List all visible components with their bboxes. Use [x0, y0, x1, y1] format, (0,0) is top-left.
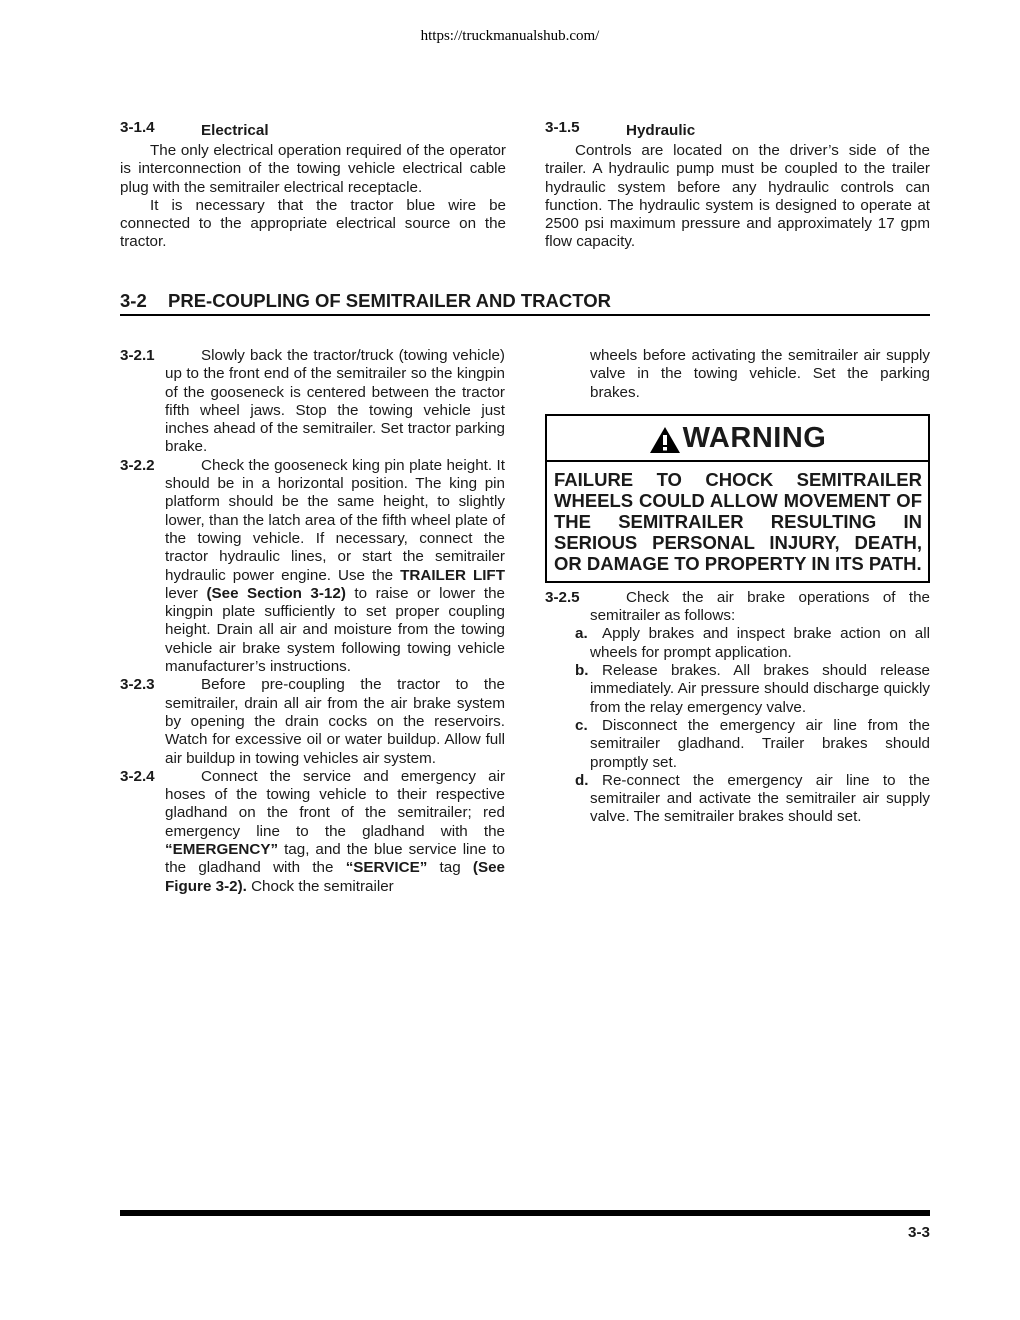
section-heading: [545, 119, 930, 142]
bold-run: TRAILER LIFT: [400, 566, 505, 584]
section-title: Hydraulic: [626, 122, 696, 139]
paragraph: It is necessary that the tractor blue wire be connected to the appropriate electrical source on the tractor.: [120, 196, 506, 251]
warning-triangle-icon: [649, 426, 681, 454]
left-column: [120, 347, 505, 896]
list-label: c.: [575, 716, 588, 734]
bold-run: (See Section 3-12): [206, 584, 346, 602]
step-text: Check the air brake operations of the semitrailer as follows:: [590, 588, 930, 625]
warning-title-bar: [547, 416, 928, 462]
section-number: 3-2: [120, 290, 147, 311]
source-url: https://truckmanualshub.com/: [420, 28, 600, 44]
warning-text: FAILURE TO CHOCK SEMITRAILER WHEELS COULD ALLOW MOVEMENT OF THE SEMITRAILER RESULTING IN SERIOUS PERSONAL INJURY, DEATH, OR DAMAGE TO PROPERTY IN ITS PATH.: [554, 468, 922, 574]
right-column: [545, 347, 930, 827]
step-number: 3-2.1: [120, 347, 155, 364]
text-run: tag, and the blue service line to the gladhand with the: [165, 841, 505, 877]
footer-rule: [120, 1210, 930, 1216]
text-run: lever: [165, 584, 207, 602]
text-run: Connect the service and emergency air hoses of the towing vehicle to their respective gladhand on the front of the semitrailer; red emergency line to the gladhand with the: [165, 767, 505, 840]
list-text: Apply brakes and inspect brake action on all wheels for prompt application.: [590, 625, 930, 661]
text-run: to raise or lower the kingpin plate sufficiently to set proper coupling height. Drain all air and moisture from the towing vehicle air brake system following towing vehicle manufacturer’s instructions.: [165, 584, 505, 676]
section-3-1-4: [120, 119, 506, 252]
step-3-2-1: [120, 347, 505, 457]
step-number: 3-2.5: [545, 588, 580, 606]
list-text: Re-connect the emergency air line to the semitrailer and activate the semitrailer air supply valve. The semitrailer brakes should set.: [590, 771, 930, 826]
list-label: d.: [575, 771, 589, 789]
paragraph: The only electrical operation required of the operator is interconnection of the towing vehicle electrical cable plug with the semitrailer electrical receptacle.: [120, 142, 506, 196]
paragraph: Controls are located on the driver’s side of the trailer. A hydraulic pump must be coupled to the trailer hydraulic system before any hydraulic controls can function. The hydraulic system is designed to operate at 2500 psi maximum pressure and approximately 17 gpm flow capacity.: [545, 142, 930, 251]
section-heading: [120, 119, 506, 142]
step-3-2-2: [120, 457, 505, 677]
step-3-2-5: [545, 589, 930, 626]
bold-run: “SERVICE”: [345, 859, 428, 877]
list-item: [545, 625, 930, 662]
list-text: Release brakes. All brakes should release immediately. Air pressure should discharge quickly from the relay emergency valve.: [590, 662, 930, 716]
text-run: Chock the semitrailer: [246, 877, 394, 895]
list-label: a.: [575, 625, 588, 643]
page-number: 3-3: [908, 1224, 930, 1241]
warning-title: WARNING: [682, 421, 827, 454]
step-continuation: [545, 347, 930, 402]
list-label: b.: [575, 662, 589, 680]
step-number: 3-2.2: [120, 456, 155, 474]
section-title: Electrical: [201, 122, 269, 139]
step-number: 3-2.4: [120, 767, 155, 785]
list-item: [545, 717, 930, 772]
section-3-1-5: [545, 119, 930, 252]
section-number: 3-1.5: [545, 119, 580, 136]
step-text: [165, 457, 505, 677]
section-title: PRE-COUPLING OF SEMITRAILER AND TRACTOR: [168, 290, 611, 311]
step-text: Slowly back the tractor/truck (towing vehicle) up to the front end of the semitrailer so the kingpin of the gooseneck is centered between the tractor fifth wheel jaws. Stop the towing vehicle just inches ahead of the semitrailer. Set tractor parking brake.: [165, 347, 505, 456]
list-item: [545, 772, 930, 827]
step-text: [165, 768, 505, 896]
section-3-2-heading: [120, 290, 930, 316]
step-3-2-3: [120, 676, 505, 767]
section-number: 3-1.4: [120, 119, 155, 136]
warning-box: [545, 414, 930, 583]
bold-run: “EMERGENCY”: [165, 841, 279, 859]
step-text: wheels before activating the semitrailer air supply valve in the towing vehicle. Set the parking brakes.: [590, 347, 930, 401]
step-3-2-4: [120, 768, 505, 896]
step-text: Before pre-coupling the tractor to the semitrailer, drain all air from the air brake system by opening the drain cocks on the reservoirs. Watch for excessive oil or water buildup. Allow full air buildup in towing vehicles air system.: [165, 676, 505, 767]
bold-run: (See Figure 3-2).: [165, 859, 505, 895]
list-item: [545, 662, 930, 717]
text-run: Check the gooseneck king pin plate height. It should be in a horizontal position. The king pin platform should be the same height, to slightly lower, than the latch area of the fifth wheel plate of the towing vehicle. If necessary, connect the tractor hydraulic lines, or start the semitrailer hydraulic power engine. Use the: [165, 456, 505, 584]
text-run: tag: [427, 859, 473, 877]
list-text: Disconnect the emergency air line from the semitrailer gladhand. Trailer brakes should promptly set.: [590, 716, 930, 771]
step-number: 3-2.3: [120, 676, 155, 694]
